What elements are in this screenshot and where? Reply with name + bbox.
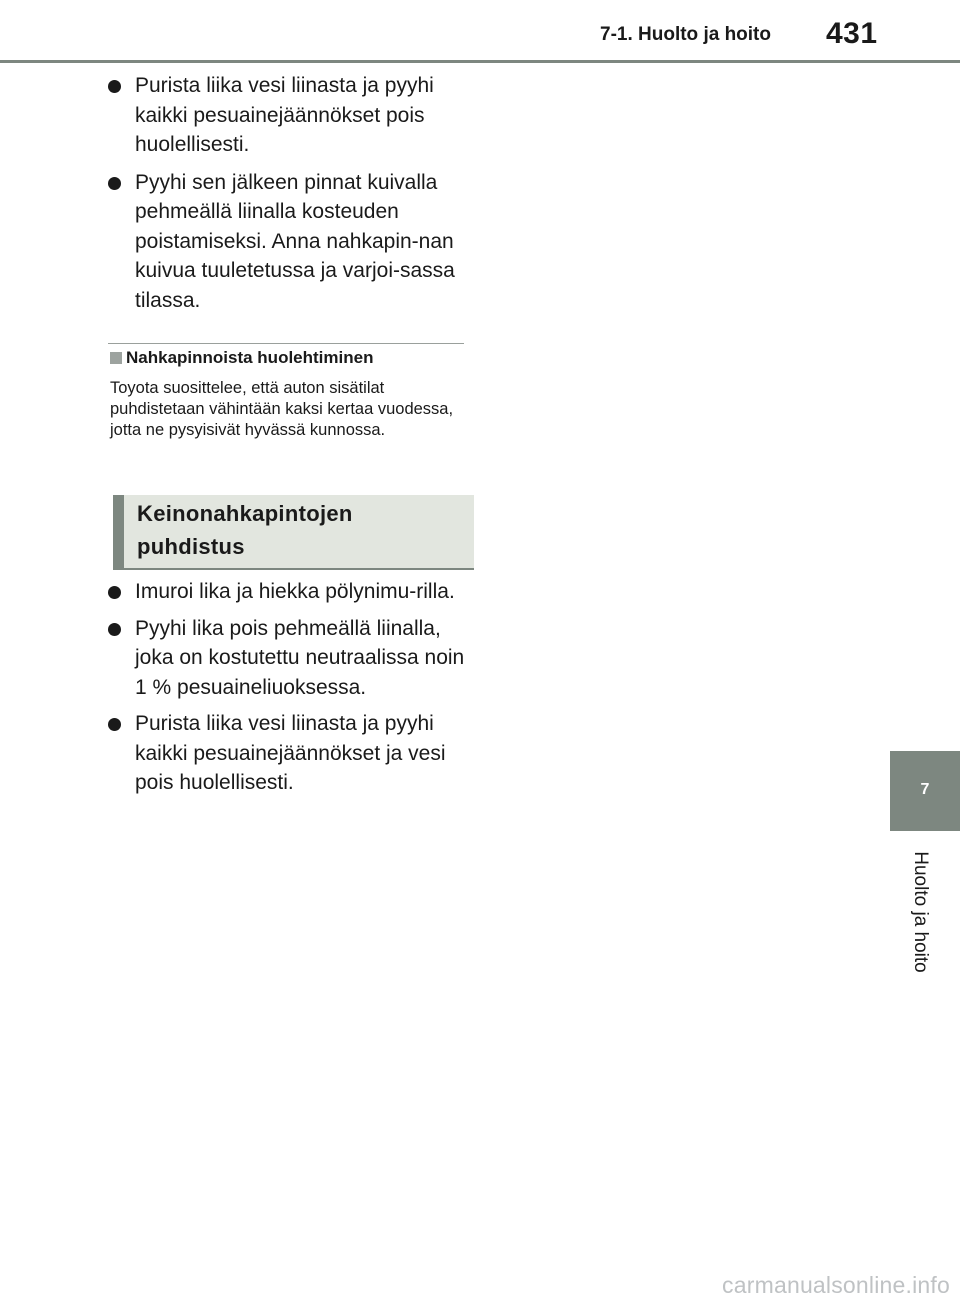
list-item xyxy=(108,577,468,607)
square-bullet-icon xyxy=(110,352,122,364)
note-body: Toyota suosittelee, että auton sisätilat puhdistetaan vähintään kaksi kertaa vuodessa, jotta ne pysyisivät hyvässä kunnossa. xyxy=(110,379,454,439)
note-title-text: Nahkapinnoista huolehtiminen xyxy=(126,348,374,367)
cleaning-steps-list xyxy=(108,71,468,315)
chapter-side-label: Huolto ja hoito xyxy=(910,851,931,973)
synthetic-leather-steps-list xyxy=(108,577,468,798)
bullet-icon xyxy=(108,718,121,731)
list-item xyxy=(108,614,468,703)
bullet-icon xyxy=(108,623,121,636)
watermark: carmanualsonline.info xyxy=(722,1272,950,1298)
list-item-text: Pyyhi sen jälkeen pinnat kuivalla pehmeällä liinalla kosteuden poistamiseksi. Anna nahkapin-nan kuivua tuuletetussa ja varjoi-sassa tilassa. xyxy=(135,170,455,312)
section-title xyxy=(137,497,353,563)
chapter-tab-number: 7 xyxy=(920,781,930,798)
chapter-tab[interactable] xyxy=(890,751,960,831)
bullet-icon xyxy=(108,177,121,190)
list-item-text: Pyyhi lika pois pehmeällä liinalla, joka on kostutettu neutraalissa noin 1 % pesuaineliuoksessa. xyxy=(135,616,465,699)
list-item-text: Purista liika vesi liinasta ja pyyhi kaikki pesuainejäännökset ja vesi pois huolellisesti. xyxy=(135,712,446,794)
note-title xyxy=(110,348,373,368)
list-item xyxy=(108,168,468,316)
list-item xyxy=(108,709,468,798)
chapter-heading: 7-1. Huolto ja hoito xyxy=(600,24,771,45)
bullet-icon xyxy=(108,80,121,93)
page-number: 431 xyxy=(826,17,878,50)
section-title-line: puhdistus xyxy=(137,534,245,559)
list-item-text: Imuroi lika ja hiekka pölynimu-rilla. xyxy=(135,580,455,603)
bullet-icon xyxy=(108,586,121,599)
section-title-line: Keinonahkapintojen xyxy=(137,501,353,526)
note-divider xyxy=(108,343,464,344)
list-item xyxy=(108,71,468,160)
header-divider xyxy=(0,60,960,63)
list-item-text: Purista liika vesi liinasta ja pyyhi kaikki pesuainejäännökset pois huolellisesti. xyxy=(135,74,434,156)
section-heading-box xyxy=(113,495,474,570)
